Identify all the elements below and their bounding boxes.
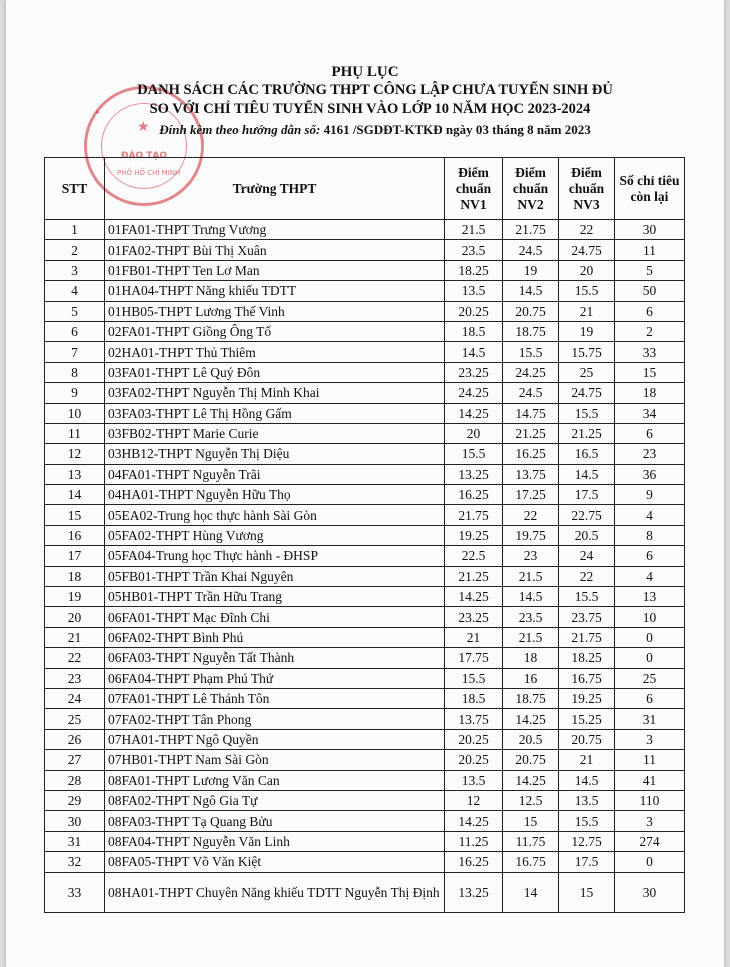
official-seal: ★ ★ ĐÀO TẠO PHỐ HỒ CHÍ MINH [84, 86, 204, 206]
table-row [45, 505, 685, 525]
header-stt: STT [45, 158, 105, 220]
cell-nv3: 17.5 [559, 485, 615, 505]
cell-school: 06FA04-THPT Phạm Phú Thứ [105, 668, 445, 688]
cell-nv2: 15.5 [503, 342, 559, 362]
cell-stt: 16 [45, 525, 105, 545]
table-row [45, 729, 685, 749]
cell-school: 03FA03-THPT Lê Thị Hồng Gấm [105, 403, 445, 423]
cell-school: 06FA01-THPT Mạc Đĩnh Chi [105, 607, 445, 627]
table-row [45, 485, 685, 505]
table-row [45, 668, 685, 688]
cell-nv3: 15.5 [559, 587, 615, 607]
cell-nv2: 11.75 [503, 831, 559, 851]
cell-school: 02HA01-THPT Thủ Thiêm [105, 342, 445, 362]
cell-remaining: 11 [615, 750, 685, 770]
cell-nv1: 21.75 [445, 505, 503, 525]
cell-nv2: 16 [503, 668, 559, 688]
cell-nv3: 14.5 [559, 770, 615, 790]
document-code: /SGDĐT-KTKĐ [352, 122, 443, 137]
cell-remaining: 2 [615, 321, 685, 341]
cell-remaining: 30 [615, 220, 685, 240]
table-row [45, 444, 685, 464]
cell-school: 07HB01-THPT Nam Sài Gòn [105, 750, 445, 770]
cell-stt: 33 [45, 872, 105, 912]
cell-stt: 10 [45, 403, 105, 423]
cell-remaining: 31 [615, 709, 685, 729]
cell-nv3: 21.75 [559, 627, 615, 647]
table-row [45, 770, 685, 790]
cell-school: 03FA02-THPT Nguyễn Thị Minh Khai [105, 383, 445, 403]
table-row [45, 587, 685, 607]
cell-nv3: 23.75 [559, 607, 615, 627]
cell-nv1: 23.5 [445, 240, 503, 260]
cell-stt: 26 [45, 729, 105, 749]
cell-remaining: 8 [615, 525, 685, 545]
cell-stt: 7 [45, 342, 105, 362]
list-title-line-2: SO VỚI CHỈ TIÊU TUYỂN SINH VÀO LỚP 10 NĂM HỌC 2023-2024 [149, 101, 591, 117]
cell-nv2: 19 [503, 260, 559, 280]
table-row [45, 627, 685, 647]
cell-nv3: 22 [559, 220, 615, 240]
cell-remaining: 5 [615, 260, 685, 280]
cell-nv3: 19.25 [559, 688, 615, 708]
cell-nv1: 18.5 [445, 321, 503, 341]
cell-school: 05EA02-Trung học thực hành Sài Gòn [105, 505, 445, 525]
cell-nv2: 21.75 [503, 220, 559, 240]
cell-nv1: 20.25 [445, 301, 503, 321]
cell-remaining: 0 [615, 648, 685, 668]
cell-nv1: 23.25 [445, 362, 503, 382]
cell-nv1: 16.25 [445, 485, 503, 505]
cell-nv3: 14.5 [559, 464, 615, 484]
cell-nv2: 16.25 [503, 444, 559, 464]
cell-nv2: 21.25 [503, 423, 559, 443]
cell-school: 08FA04-THPT Nguyễn Văn Linh [105, 831, 445, 851]
cell-school: 02FA01-THPT Giồng Ông Tố [105, 321, 445, 341]
cell-stt: 13 [45, 464, 105, 484]
cell-remaining: 4 [615, 566, 685, 586]
cell-nv2: 14 [503, 872, 559, 912]
cell-nv1: 11.25 [445, 831, 503, 851]
cell-nv2: 19.75 [503, 525, 559, 545]
table-row [45, 260, 685, 280]
cell-stt: 29 [45, 790, 105, 810]
cell-nv1: 21.25 [445, 566, 503, 586]
cell-remaining: 23 [615, 444, 685, 464]
table-row [45, 811, 685, 831]
cell-nv3: 24.75 [559, 383, 615, 403]
attachment-reference [116, 122, 634, 138]
table-header-row [45, 158, 685, 220]
cell-stt: 18 [45, 566, 105, 586]
star-icon: ★ [137, 119, 150, 135]
cell-stt: 24 [45, 688, 105, 708]
cell-nv3: 21 [559, 301, 615, 321]
cell-remaining: 110 [615, 790, 685, 810]
cell-nv2: 20.5 [503, 729, 559, 749]
cell-nv1: 21.5 [445, 220, 503, 240]
document-date: ngày 03 tháng 8 năm 2023 [445, 122, 591, 137]
table-row [45, 240, 685, 260]
cell-school: 08FA05-THPT Võ Văn Kiệt [105, 852, 445, 872]
cell-remaining: 50 [615, 281, 685, 301]
cell-nv1: 20 [445, 423, 503, 443]
cell-nv2: 16.75 [503, 852, 559, 872]
cell-remaining: 6 [615, 688, 685, 708]
table-row [45, 790, 685, 810]
appendix-title: PHỤ LỤC [331, 64, 399, 80]
cell-school: 08HA01-THPT Chuyên Năng khiếu TDTT Nguyễn Thị Định [105, 872, 445, 912]
cell-school: 01FB01-THPT Ten Lơ Man [105, 260, 445, 280]
cell-nv3: 24.75 [559, 240, 615, 260]
cell-nv3: 15.5 [559, 811, 615, 831]
table-row [45, 546, 685, 566]
cell-nv3: 12.75 [559, 831, 615, 851]
cell-school: 08FA02-THPT Ngô Gia Tự [105, 790, 445, 810]
table-row [45, 321, 685, 341]
cell-stt: 1 [45, 220, 105, 240]
cell-nv3: 15 [559, 872, 615, 912]
cell-school: 01HB05-THPT Lương Thế Vinh [105, 301, 445, 321]
cell-school: 03FA01-THPT Lê Quý Đôn [105, 362, 445, 382]
cell-nv1: 13.5 [445, 281, 503, 301]
cell-nv3: 22 [559, 566, 615, 586]
table-row [45, 281, 685, 301]
cell-stt: 4 [45, 281, 105, 301]
cell-remaining: 0 [615, 852, 685, 872]
cell-nv3: 15.25 [559, 709, 615, 729]
cell-stt: 22 [45, 648, 105, 668]
cell-nv2: 22 [503, 505, 559, 525]
cell-nv3: 16.75 [559, 668, 615, 688]
list-title-line-1: DANH SÁCH CÁC TRƯỜNG THPT CÔNG LẬP CHƯA TUYỂN SINH ĐỦ [137, 82, 613, 98]
cell-school: 03HB12-THPT Nguyễn Thị Diệu [105, 444, 445, 464]
cell-remaining: 4 [615, 505, 685, 525]
cell-stt: 11 [45, 423, 105, 443]
table-row [45, 566, 685, 586]
cell-nv3: 21.25 [559, 423, 615, 443]
cell-school: 01FA02-THPT Bùi Thị Xuân [105, 240, 445, 260]
cell-remaining: 25 [615, 668, 685, 688]
cell-nv1: 14.5 [445, 342, 503, 362]
cell-school: 05HB01-THPT Trần Hữu Trang [105, 587, 445, 607]
cell-remaining: 18 [615, 383, 685, 403]
cell-nv2: 12.5 [503, 790, 559, 810]
cell-nv2: 18 [503, 648, 559, 668]
cell-nv1: 22.5 [445, 546, 503, 566]
cell-school: 03FB02-THPT Marie Curie [105, 423, 445, 443]
cell-stt: 27 [45, 750, 105, 770]
cell-remaining: 0 [615, 627, 685, 647]
cell-nv3: 15.5 [559, 403, 615, 423]
cell-nv1: 21 [445, 627, 503, 647]
table-row [45, 852, 685, 872]
cell-stt: 8 [45, 362, 105, 382]
cell-stt: 17 [45, 546, 105, 566]
header-nv3: Điểm chuẩn NV3 [559, 158, 615, 220]
table-row [45, 709, 685, 729]
cell-remaining: 11 [615, 240, 685, 260]
cell-school: 07HA01-THPT Ngô Quyền [105, 729, 445, 749]
cell-nv1: 20.25 [445, 750, 503, 770]
cell-nv3: 16.5 [559, 444, 615, 464]
cell-nv2: 15 [503, 811, 559, 831]
cell-nv1: 19.25 [445, 525, 503, 545]
cell-remaining: 30 [615, 872, 685, 912]
cell-nv3: 18.25 [559, 648, 615, 668]
table-row [45, 750, 685, 770]
cell-nv2: 14.25 [503, 709, 559, 729]
table-row [45, 607, 685, 627]
cell-nv2: 18.75 [503, 321, 559, 341]
cell-nv1: 12 [445, 790, 503, 810]
cell-stt: 12 [45, 444, 105, 464]
cell-nv1: 13.25 [445, 872, 503, 912]
cell-stt: 19 [45, 587, 105, 607]
school-admission-table [44, 157, 685, 913]
cell-nv2: 24.5 [503, 383, 559, 403]
cell-school: 04HA01-THPT Nguyễn Hữu Thọ [105, 485, 445, 505]
cell-nv1: 16.25 [445, 852, 503, 872]
cell-nv3: 25 [559, 362, 615, 382]
cell-nv3: 20 [559, 260, 615, 280]
cell-stt: 28 [45, 770, 105, 790]
cell-school: 05FA04-Trung học Thực hành - ĐHSP [105, 546, 445, 566]
cell-nv1: 14.25 [445, 403, 503, 423]
cell-remaining: 41 [615, 770, 685, 790]
cell-remaining: 3 [615, 729, 685, 749]
cell-remaining: 36 [615, 464, 685, 484]
table-row [45, 648, 685, 668]
table-row [45, 383, 685, 403]
cell-remaining: 34 [615, 403, 685, 423]
cell-nv1: 13.5 [445, 770, 503, 790]
table-row [45, 831, 685, 851]
cell-remaining: 15 [615, 362, 685, 382]
cell-nv2: 23 [503, 546, 559, 566]
cell-school: 05FA02-THPT Hùng Vương [105, 525, 445, 545]
cell-nv3: 22.75 [559, 505, 615, 525]
cell-school: 05FB01-THPT Trần Khai Nguyên [105, 566, 445, 586]
cell-stt: 23 [45, 668, 105, 688]
cell-school: 04FA01-THPT Nguyễn Trãi [105, 464, 445, 484]
cell-nv2: 13.75 [503, 464, 559, 484]
cell-stt: 31 [45, 831, 105, 851]
table-row [45, 872, 685, 912]
table-row [45, 220, 685, 240]
cell-nv1: 18.25 [445, 260, 503, 280]
cell-school: 06FA03-THPT Nguyễn Tất Thành [105, 648, 445, 668]
cell-school: 08FA03-THPT Tạ Quang Bửu [105, 811, 445, 831]
cell-school: 01FA01-THPT Trưng Vương [105, 220, 445, 240]
cell-stt: 15 [45, 505, 105, 525]
header-nv2: Điểm chuẩn NV2 [503, 158, 559, 220]
cell-stt: 21 [45, 627, 105, 647]
cell-remaining: 10 [615, 607, 685, 627]
cell-nv2: 24.5 [503, 240, 559, 260]
cell-nv1: 13.75 [445, 709, 503, 729]
cell-nv2: 18.75 [503, 688, 559, 708]
cell-nv3: 20.75 [559, 729, 615, 749]
cell-nv3: 20.5 [559, 525, 615, 545]
cell-stt: 30 [45, 811, 105, 831]
cell-nv2: 14.75 [503, 403, 559, 423]
cell-nv1: 24.25 [445, 383, 503, 403]
document-number: 4161 [323, 122, 350, 137]
cell-remaining: 6 [615, 423, 685, 443]
cell-nv1: 20.25 [445, 729, 503, 749]
table-row [45, 464, 685, 484]
cell-school: 06FA02-THPT Bình Phú [105, 627, 445, 647]
cell-nv1: 17.75 [445, 648, 503, 668]
header-remaining: Số chỉ tiêu còn lại [615, 158, 685, 220]
cell-nv1: 14.25 [445, 811, 503, 831]
cell-stt: 3 [45, 260, 105, 280]
cell-nv3: 24 [559, 546, 615, 566]
cell-nv2: 14.5 [503, 587, 559, 607]
table-row [45, 362, 685, 382]
cell-remaining: 33 [615, 342, 685, 362]
cell-nv2: 21.5 [503, 627, 559, 647]
cell-nv2: 24.25 [503, 362, 559, 382]
cell-nv1: 23.25 [445, 607, 503, 627]
cell-remaining: 6 [615, 546, 685, 566]
table-row [45, 403, 685, 423]
document-page [6, 0, 724, 967]
cell-stt: 20 [45, 607, 105, 627]
table-row [45, 525, 685, 545]
cell-nv2: 21.5 [503, 566, 559, 586]
cell-stt: 6 [45, 321, 105, 341]
cell-stt: 25 [45, 709, 105, 729]
cell-nv1: 15.5 [445, 668, 503, 688]
cell-nv1: 15.5 [445, 444, 503, 464]
header-school: Trường THPT [105, 158, 445, 220]
cell-nv2: 20.75 [503, 750, 559, 770]
cell-remaining: 13 [615, 587, 685, 607]
cell-nv3: 15.75 [559, 342, 615, 362]
cell-remaining: 3 [615, 811, 685, 831]
cell-nv3: 19 [559, 321, 615, 341]
cell-school: 07FA02-THPT Tân Phong [105, 709, 445, 729]
cell-nv1: 13.25 [445, 464, 503, 484]
cell-nv2: 20.75 [503, 301, 559, 321]
cell-stt: 2 [45, 240, 105, 260]
cell-school: 07FA01-THPT Lê Thánh Tôn [105, 688, 445, 708]
cell-nv2: 14.5 [503, 281, 559, 301]
header-nv1: Điểm chuẩn NV1 [445, 158, 503, 220]
cell-remaining: 6 [615, 301, 685, 321]
attachment-prefix: Đính kèm theo hướng dẫn số: [159, 122, 321, 137]
cell-stt: 14 [45, 485, 105, 505]
table-row [45, 688, 685, 708]
cell-nv2: 17.25 [503, 485, 559, 505]
table-row [45, 342, 685, 362]
cell-remaining: 274 [615, 831, 685, 851]
cell-nv3: 17.5 [559, 852, 615, 872]
cell-nv2: 23.5 [503, 607, 559, 627]
cell-nv2: 14.25 [503, 770, 559, 790]
cell-remaining: 9 [615, 485, 685, 505]
cell-stt: 9 [45, 383, 105, 403]
cell-stt: 5 [45, 301, 105, 321]
table-row [45, 301, 685, 321]
cell-stt: 32 [45, 852, 105, 872]
table-row [45, 423, 685, 443]
cell-nv3: 15.5 [559, 281, 615, 301]
cell-school: 08FA01-THPT Lương Văn Can [105, 770, 445, 790]
cell-nv3: 13.5 [559, 790, 615, 810]
cell-nv1: 18.5 [445, 688, 503, 708]
cell-school: 01HA04-THPT Năng khiếu TDTT [105, 281, 445, 301]
cell-nv1: 14.25 [445, 587, 503, 607]
cell-nv3: 21 [559, 750, 615, 770]
